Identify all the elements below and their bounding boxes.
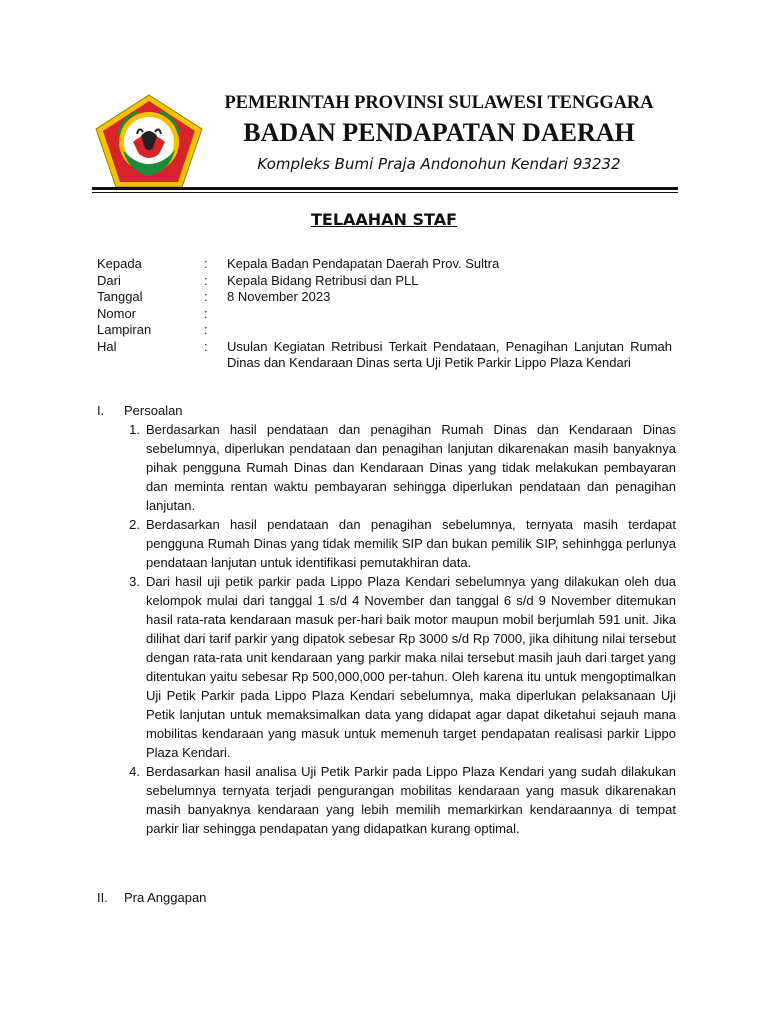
problem-list <box>97 420 679 838</box>
agency-address: Kompleks Bumi Praja Andonohun Kendari 93232 <box>257 155 621 173</box>
field-colon: : <box>204 305 208 321</box>
field-value <box>227 322 672 339</box>
government-name: PEMERINTAH PROVINSI SULAWESI TENGGARA <box>224 93 654 113</box>
field-value: 8 November 2023 <box>227 289 331 304</box>
list-item-number: 3. <box>129 574 140 589</box>
field-row-tanggal <box>97 289 672 306</box>
field-value <box>227 306 672 323</box>
section-title: Pra Anggapan <box>124 890 207 905</box>
list-item <box>97 515 679 572</box>
list-item-text: Berdasarkan hasil pendataan dan penagihan Rumah Dinas dan Kendaraan Dinas sebelumnya, diperlukan pendataan dan penagihan lanjutan dikarenakan masih banyaknya pihak pengguna Rumah Dinas dan Kendaraan Dinas yang tidak melakukan pembayaran dan meminta rentan waktu pembayaran sehingga diperlukan pendataan dan penagihan lanjutan. <box>146 422 676 513</box>
list-item-number: 1. <box>129 422 140 437</box>
list-item-text: Dari hasil uji petik parkir pada Lippo Plaza Kendari sebelumnya yang dilakukan oleh dua kelompok mulai dari tanggal 1 s/d 4 November dan tanggal 6 s/d 9 November ditemukan hasil rata-rata kendaraan masuk per-hari baik motor maupun mobil berjumlah 591 unit. Jika dilihat dari tarif parkir yang dipatok sebesar Rp 3000 s/d Rp 7000, jika dihitung nilai tersebut dengan rata-rata unit kendaraan yang parkir maka nilai tersebut masih jauh dari target yang ditentukan yaitu sebesar Rp 500,000,000 per-tahun. Oleh karena itu untuk mengoptimalkan Uji Petik Parkir pada Lippo Plaza Kendari sebelumnya, maka diperlukan pelaksanaan Uji Petik lanjutan untuk memaksimalkan data yang didapat agar dapat diketahui sejauh mana mobilitas kendaraan yang masuk untuk memenuh target pendapatan realisasi parkir Lippo Plaza Kendari. <box>146 574 676 760</box>
field-value: Usulan Kegiatan Retribusi Terkait Pendataan, Penagihan Lanjutan Rumah Dinas dan Kendaraan Dinas serta Uji Petik Parkir Lippo Plaza Kendari <box>227 338 672 370</box>
memo-header-fields <box>97 256 672 372</box>
field-row-lampiran <box>97 322 672 339</box>
field-label: Nomor <box>97 305 137 321</box>
section-number: I. <box>97 403 105 418</box>
document-title: TELAAHAN STAF <box>310 210 458 229</box>
section-persoalan <box>97 401 679 838</box>
list-item-number: 4. <box>129 764 140 779</box>
list-item-text: Berdasarkan hasil pendataan dan penagihan sebelumnya, ternyata masih terdapat pengguna Rumah Dinas yang tidak memilik SIP dan bukan pemilik SIP, sehinhgga perlunya pendataan lanjutan untuk identifikasi pemutakhiran data. <box>146 517 676 570</box>
field-row-nomor <box>97 306 672 323</box>
field-value: Kepala Badan Pendapatan Daerah Prov. Sultra <box>227 256 500 271</box>
list-item-text: Berdasarkan hasil analisa Uji Petik Parkir pada Lippo Plaza Kendari yang sudah dilakukan sebelumnya ternyata terjadi pengurangan mobilitas kendaraan yang masuk dikarenakan masih banyaknya kendaraan yang lebih memilih memarkirkan kendaraannya di tempat parkir liar sehingga pendapatan yang didapatkan kurang optimal. <box>146 764 676 836</box>
field-label: Hal <box>97 338 117 354</box>
field-row-kepada <box>97 256 672 273</box>
agency-name: BADAN PENDAPATAN DAERAH <box>243 118 635 147</box>
section-number: II. <box>97 890 108 905</box>
list-item <box>97 762 679 838</box>
sulawesi-tenggara-emblem-icon <box>93 92 205 190</box>
section-title: Persoalan <box>124 403 183 418</box>
field-colon: : <box>204 338 208 354</box>
field-label: Kepada <box>97 256 142 271</box>
letterhead-rule-thin <box>92 192 678 193</box>
field-colon: : <box>204 289 208 304</box>
section-heading <box>97 888 679 907</box>
field-colon: : <box>204 322 208 337</box>
field-label: Lampiran <box>97 322 152 337</box>
section-heading <box>97 401 679 420</box>
field-row-hal <box>97 339 672 372</box>
field-label: Tanggal <box>97 289 143 304</box>
list-item-number: 2. <box>129 517 140 532</box>
field-colon: : <box>204 256 208 271</box>
letterhead-rule-thick <box>92 187 678 190</box>
list-item <box>97 572 679 762</box>
letterhead <box>0 0 768 195</box>
list-item <box>97 420 679 515</box>
field-label: Dari <box>97 272 121 288</box>
field-row-dari <box>97 273 672 290</box>
field-value: Kepala Bidang Retribusi dan PLL <box>227 272 419 288</box>
section-pra-anggapan <box>97 888 679 907</box>
field-colon: : <box>204 272 208 288</box>
